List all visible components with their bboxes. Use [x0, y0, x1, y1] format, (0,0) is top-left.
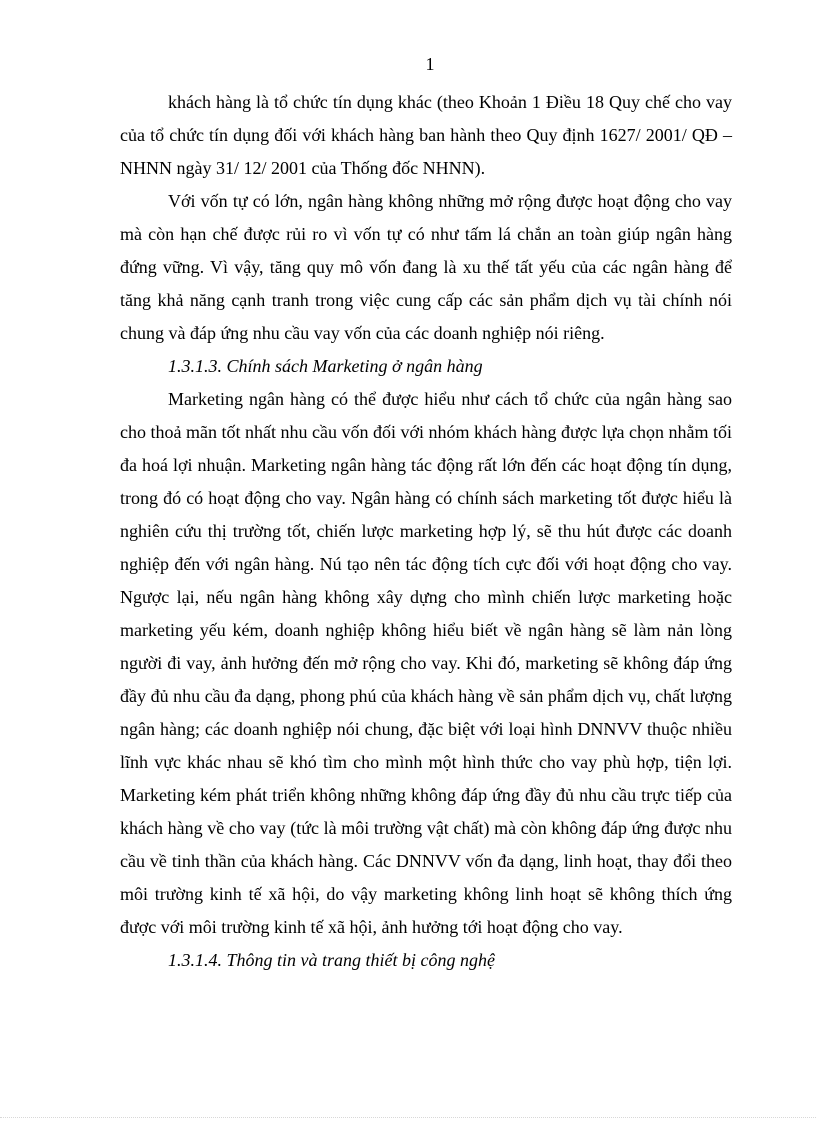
section-heading-marketing: 1.3.1.3. Chính sách Marketing ở ngân hàng [168, 356, 483, 376]
section-heading-technology: 1.3.1.4. Thông tin và trang thiết bị công nghệ [168, 950, 495, 970]
page-number: 1 [425, 54, 435, 74]
document-body [120, 86, 732, 977]
paragraph-continuation: khách hàng là tổ chức tín dụng khác (theo Khoản 1 Điều 18 Quy chế cho vay của tổ chức tín dụng đối với khách hàng ban hành theo Quy định 1627/ 2001/ QĐ – NHNN ngày 31/ 12/ 2001 của Thống đốc NHNN). [120, 92, 732, 178]
paragraph-marketing: Marketing ngân hàng có thể được hiểu như cách tổ chức của ngân hàng sao cho thoả mãn tốt nhất nhu cầu vốn đối với nhóm khách hàng được lựa chọn nhằm tối đa hoá lợi nhuận. Marketing ngân hàng tác động rất lớn đến các hoạt động tín dụng, trong đó có hoạt động cho vay. Ngân hàng có chính sách marketing tốt được hiểu là nghiên cứu thị trường tốt, chiến lược marketing hợp lý, sẽ thu hút được các doanh nghiệp đến với ngân hàng. Nú tạo nên tác động tích cực đối với hoạt động cho vay. Ngược lại, nếu ngân hàng không xây dựng cho mình chiến lược marketing hoặc marketing yếu kém, doanh nghiệp không hiểu biết về ngân hàng sẽ làm nản lòng người đi vay, ảnh hưởng đến mở rộng cho vay. Khi đó, marketing sẽ không đáp ứng đầy đủ nhu cầu đa dạng, phong phú của khách hàng về sản phẩm dịch vụ, chất lượng ngân hàng; các doanh nghiệp nói chung, đặc biệt với loại hình DNNVV thuộc nhiều lĩnh vực khác nhau sẽ khó tìm cho mình một hình thức cho vay phù hợp, tiện lợi. Marketing kém phát triển không những không đáp ứng đầy đủ nhu cầu trực tiếp của khách hàng về cho vay (tức là môi trường vật chất) mà còn không đáp ứng được nhu cầu về tinh thần của khách hàng. Các DNNVV vốn đa dạng, linh hoạt, thay đổi theo môi trường kinh tế xã hội, do vậy marketing không linh hoạt sẽ không thích ứng được với môi trường kinh tế xã hội, ảnh hưởng tới hoạt động cho vay. [120, 389, 732, 937]
page-bottom-divider [0, 1117, 816, 1118]
paragraph-own-capital: Với vốn tự có lớn, ngân hàng không những mở rộng được hoạt động cho vay mà còn hạn chế được rủi ro vì vốn tự có như tấm lá chắn an toàn giúp ngân hàng đứng vững. Vì vậy, tăng quy mô vốn đang là xu thế tất yếu của các ngân hàng để tăng khả năng cạnh tranh trong việc cung cấp các sản phẩm dịch vụ tài chính nói chung và đáp ứng nhu cầu vay vốn của các doanh nghiệp nói riêng. [120, 191, 732, 343]
